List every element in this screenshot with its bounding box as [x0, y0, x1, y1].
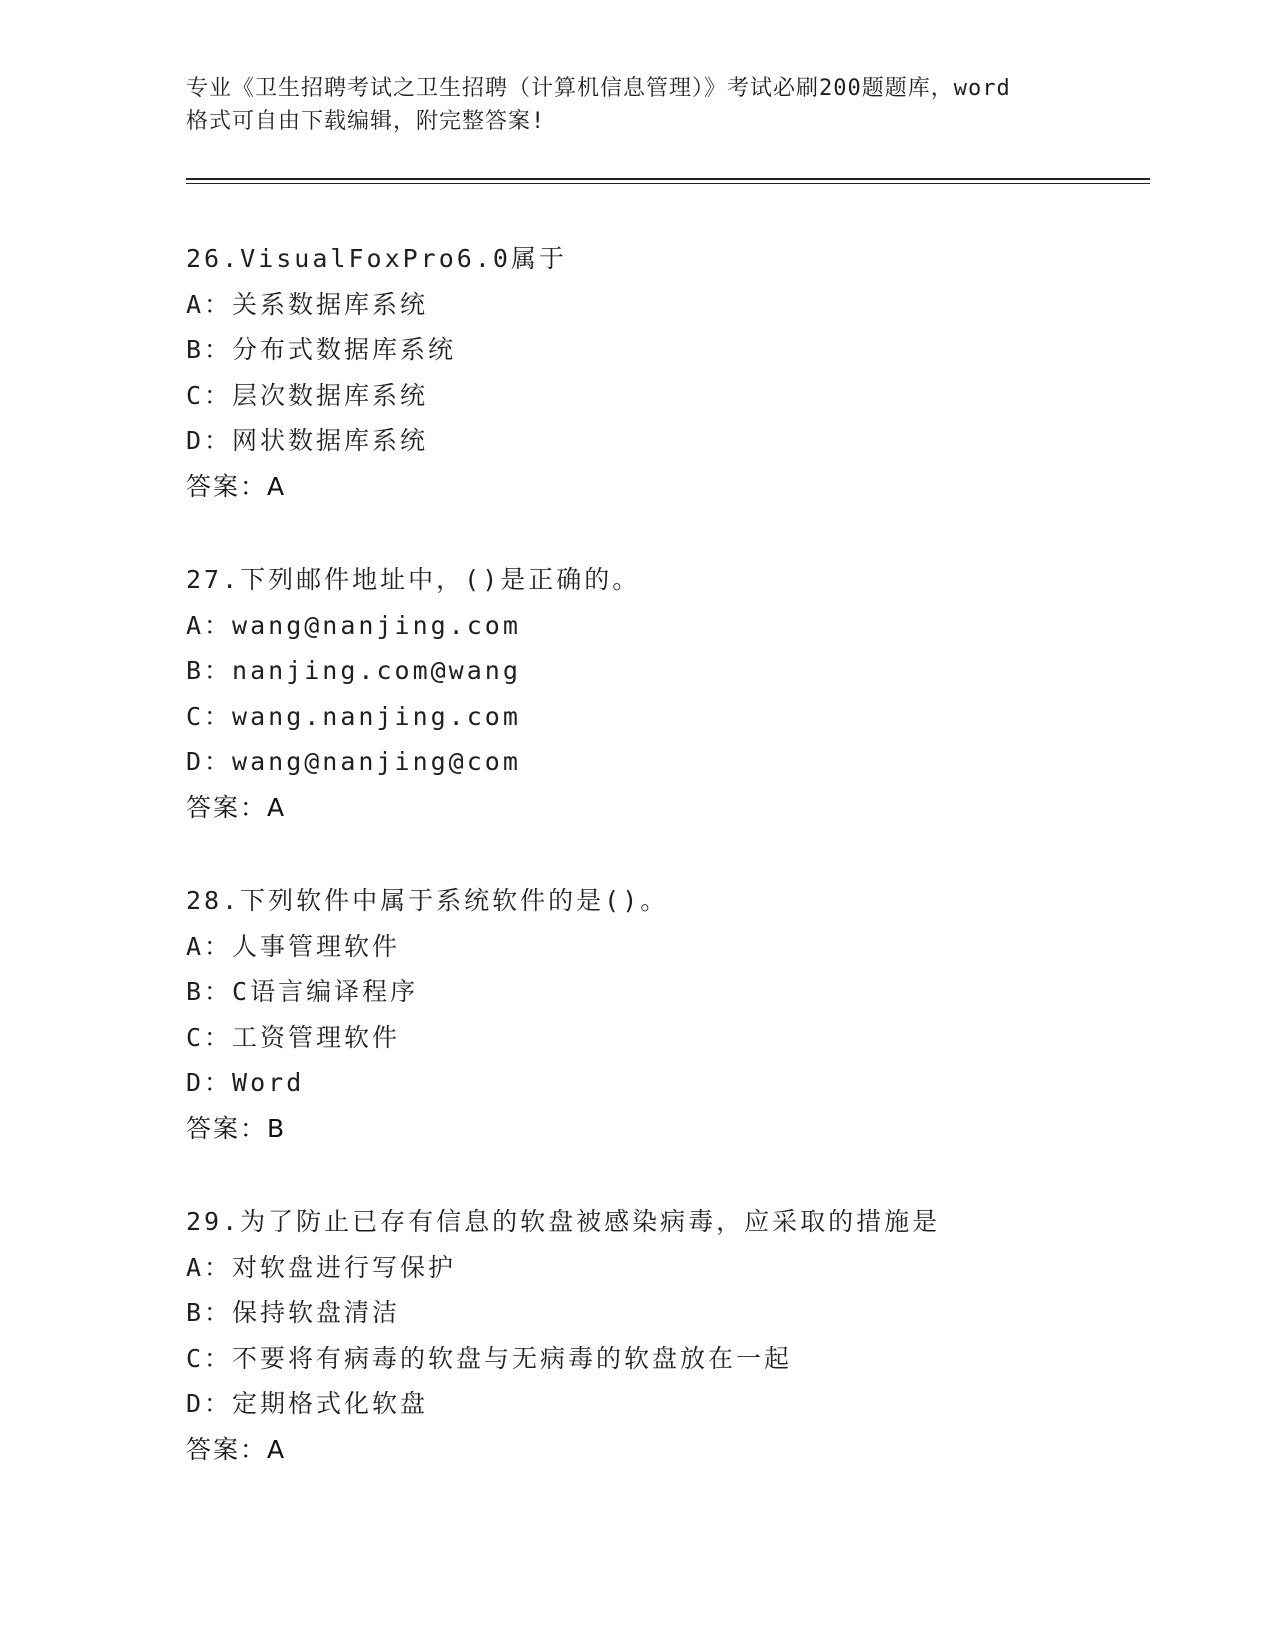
- option-a: A：人事管理软件: [186, 931, 401, 961]
- question-stem: 28.下列软件中属于系统软件的是()。: [186, 886, 669, 915]
- header-line-2: 格式可自由下载编辑，附完整答案!: [186, 109, 546, 134]
- option-b: B：nanjing.com@wang: [186, 656, 521, 685]
- option-d: D：Word: [186, 1068, 305, 1097]
- answer-label: 答案：A: [186, 1434, 287, 1464]
- question-stem: 27.下列邮件地址中，()是正确的。: [186, 565, 641, 594]
- option-c: C：不要将有病毒的软盘与无病毒的软盘放在一起: [186, 1343, 793, 1373]
- header-divider-thick: [186, 178, 1150, 180]
- option-c: C：wang.nanjing.com: [186, 701, 521, 731]
- option-c: C：工资管理软件: [186, 1022, 401, 1052]
- option-c: C：层次数据库系统: [186, 380, 429, 410]
- option-a: A：对软盘进行写保护: [186, 1252, 457, 1282]
- option-b: B：保持软盘清洁: [186, 1298, 401, 1327]
- question-27: [186, 557, 1150, 830]
- header-line-1: 专业《卫生招聘考试之卫生招聘（计算机信息管理）》考试必刷200题题库，word: [186, 76, 1011, 101]
- option-d: D：wang@nanjing@com: [186, 747, 521, 776]
- option-a: A：wang@nanjing.com: [186, 610, 521, 640]
- answer-label: 答案：B: [186, 1113, 287, 1143]
- answer-label: 答案：A: [186, 471, 287, 501]
- header-divider-thin: [186, 183, 1150, 184]
- question-29: [186, 1199, 1150, 1472]
- option-d: D：网状数据库系统: [186, 426, 429, 455]
- question-list: [186, 236, 1150, 1520]
- option-b: B：分布式数据库系统: [186, 335, 457, 364]
- question-28: [186, 878, 1150, 1151]
- document-header: [186, 72, 1086, 138]
- option-b: B：C语言编译程序: [186, 977, 419, 1006]
- question-26: [186, 236, 1150, 509]
- option-a: A：关系数据库系统: [186, 289, 429, 319]
- question-stem: 26.VisualFoxPro6.0属于: [186, 244, 567, 273]
- question-stem: 29.为了防止已存有信息的软盘被感染病毒，应采取的措施是: [186, 1207, 941, 1236]
- option-d: D：定期格式化软盘: [186, 1389, 429, 1418]
- answer-label: 答案：A: [186, 792, 287, 822]
